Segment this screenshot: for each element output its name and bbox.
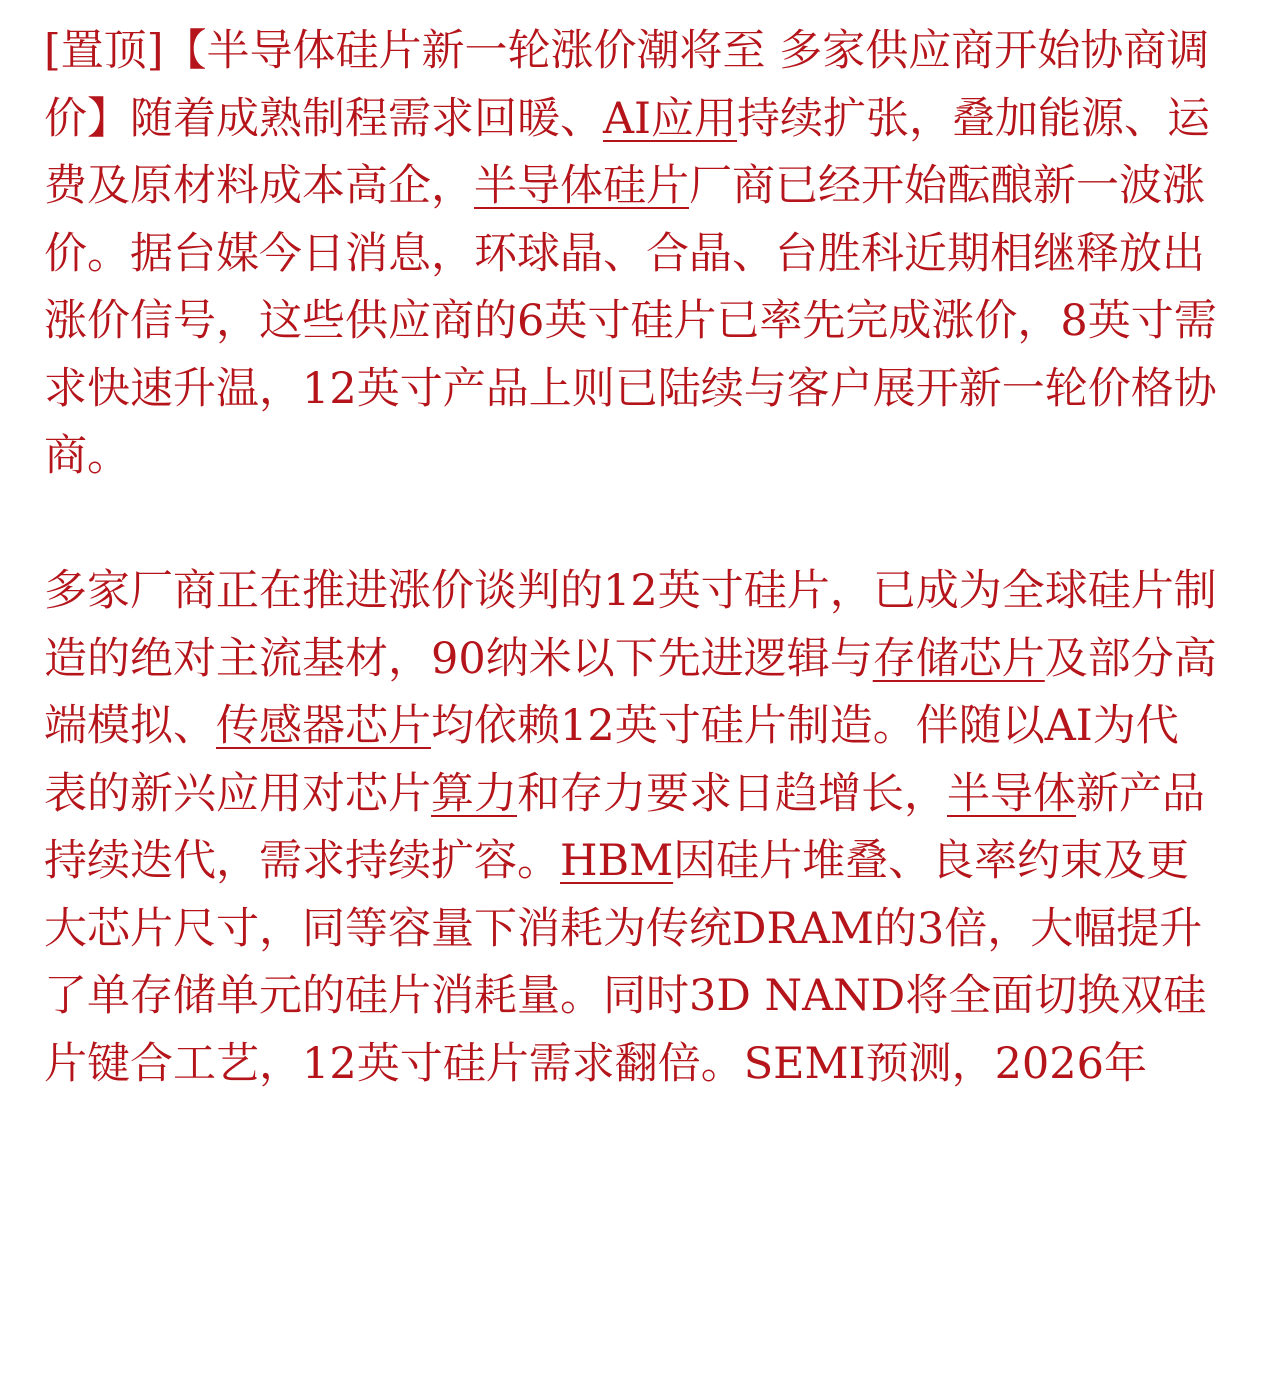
paragraph-1-text-2: 厂商已经开始酝酿新一波涨价。据台媒今日消息，环球晶、合晶、台胜科近期相继释放出涨价信号，这些供应商的6英寸硅片已率先完成涨价，8英寸需求快速升温，12英寸产品上则已陆续与客户展开新一轮价格协商。 — [44, 161, 1217, 481]
article-body — [44, 18, 1220, 1098]
keyword-link-compute-power[interactable]: 算力 — [431, 768, 517, 819]
paragraph-2 — [44, 558, 1220, 1098]
paragraph-2-text-0: 多家厂商正在推进涨价谈判的12英寸硅片，已成为全球硅片制造的绝对主流基材，90纳米以下先进逻辑与 — [44, 566, 1217, 684]
keyword-link-sensor-chip[interactable]: 传感器芯片 — [216, 701, 431, 751]
paragraph-2-text-1: 及部分高端模拟、 — [44, 633, 1217, 751]
paragraph-1-text-1: 持续扩张，叠加能源、运费及原材料成本高企， — [44, 93, 1211, 211]
keyword-link-storage-chip[interactable]: 存储芯片 — [872, 633, 1045, 684]
keyword-link-semiconductor-wafer[interactable]: 半导体硅片 — [474, 161, 689, 211]
keyword-link-ai-app[interactable]: AI应用 — [603, 93, 738, 144]
paragraph-1-text-0: 【半导体硅片新一轮涨价潮将至 多家供应商开始协商调价】随着成熟制程需求回暖、 — [44, 26, 1210, 144]
pinned-tag: [置顶] — [44, 26, 164, 76]
keyword-link-semiconductor[interactable]: 半导体 — [947, 768, 1076, 819]
paragraph-2-text-3: 和存力要求日趋增长， — [517, 768, 947, 819]
paragraph-2-text-2: 均依赖12英寸硅片制造。伴随以AI为代表的新兴应用对芯片 — [44, 701, 1179, 819]
paragraph-2-text-4: 新产品持续迭代，需求持续扩容。 — [44, 768, 1205, 886]
keyword-link-hbm[interactable]: HBM — [560, 836, 674, 886]
paragraph-2-text-5: 因硅片堆叠、良率约束及更大芯片尺寸，同等容量下消耗为传统DRAM的3倍，大幅提升了单存储单元的硅片消耗量。同时3D NAND将全面切换双硅片键合工艺，12英寸硅片需求翻倍。SEMI预测，2026年 — [44, 836, 1207, 1089]
paragraph-1 — [44, 18, 1220, 491]
